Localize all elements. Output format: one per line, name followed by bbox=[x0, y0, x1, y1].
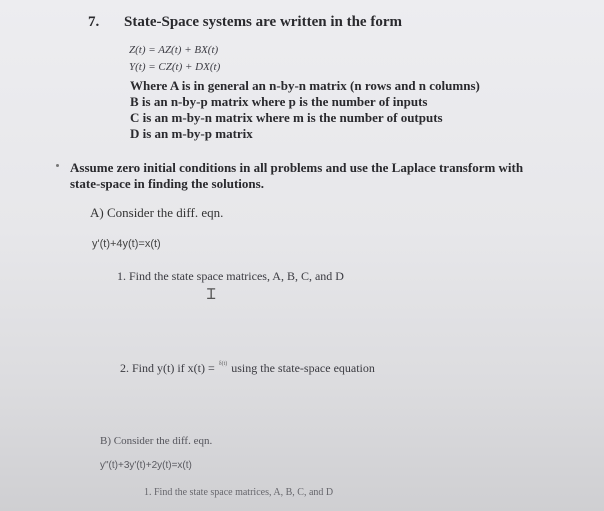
definition-d: D is an m-by-p matrix bbox=[130, 126, 253, 141]
problem-number: 7. bbox=[88, 14, 100, 30]
q2-suffix: using the state-space equation bbox=[231, 361, 375, 375]
definition-b: B is an n-by-p matrix where p is the number of inputs bbox=[130, 94, 428, 109]
q2-prefix: 2. Find y(t) if x(t) = bbox=[120, 361, 215, 375]
part-a-heading: A) Consider the diff. eqn. bbox=[90, 205, 224, 220]
output-equation: Y(t) = CZ(t) + DX(t) bbox=[129, 61, 221, 73]
part-b-question-1: 1. Find the state space matrices, A, B, C, and D bbox=[144, 487, 334, 498]
part-b-heading: B) Consider the diff. eqn. bbox=[100, 435, 213, 447]
bullet-mark bbox=[56, 164, 59, 167]
definition-a: Where A is in general an n-by-n matrix (n rows and n columns) bbox=[130, 78, 480, 93]
assumption-text-cont: state-space in finding the solutions. bbox=[70, 176, 264, 191]
definition-c: C is an m-by-n matrix where m is the number of outputs bbox=[130, 110, 443, 125]
assumption-text: Assume zero initial conditions in all problems and use the Laplace transform with bbox=[70, 160, 524, 175]
part-a-question-1: 1. Find the state space matrices, A, B, C, and D bbox=[117, 269, 344, 283]
part-a-equation: y'(t)+4y(t)=x(t) bbox=[92, 238, 161, 250]
q2-input-function: δ(t) bbox=[218, 361, 228, 367]
state-equation: Z(t) = AZ(t) + BX(t) bbox=[129, 44, 219, 56]
problem-title: State-Space systems are written in the form bbox=[124, 14, 402, 30]
part-a-question-2 bbox=[120, 361, 375, 376]
part-b-equation: y"(t)+3y'(t)+2y(t)=x(t) bbox=[100, 460, 192, 471]
text-cursor-icon: Ɪ bbox=[207, 285, 216, 303]
